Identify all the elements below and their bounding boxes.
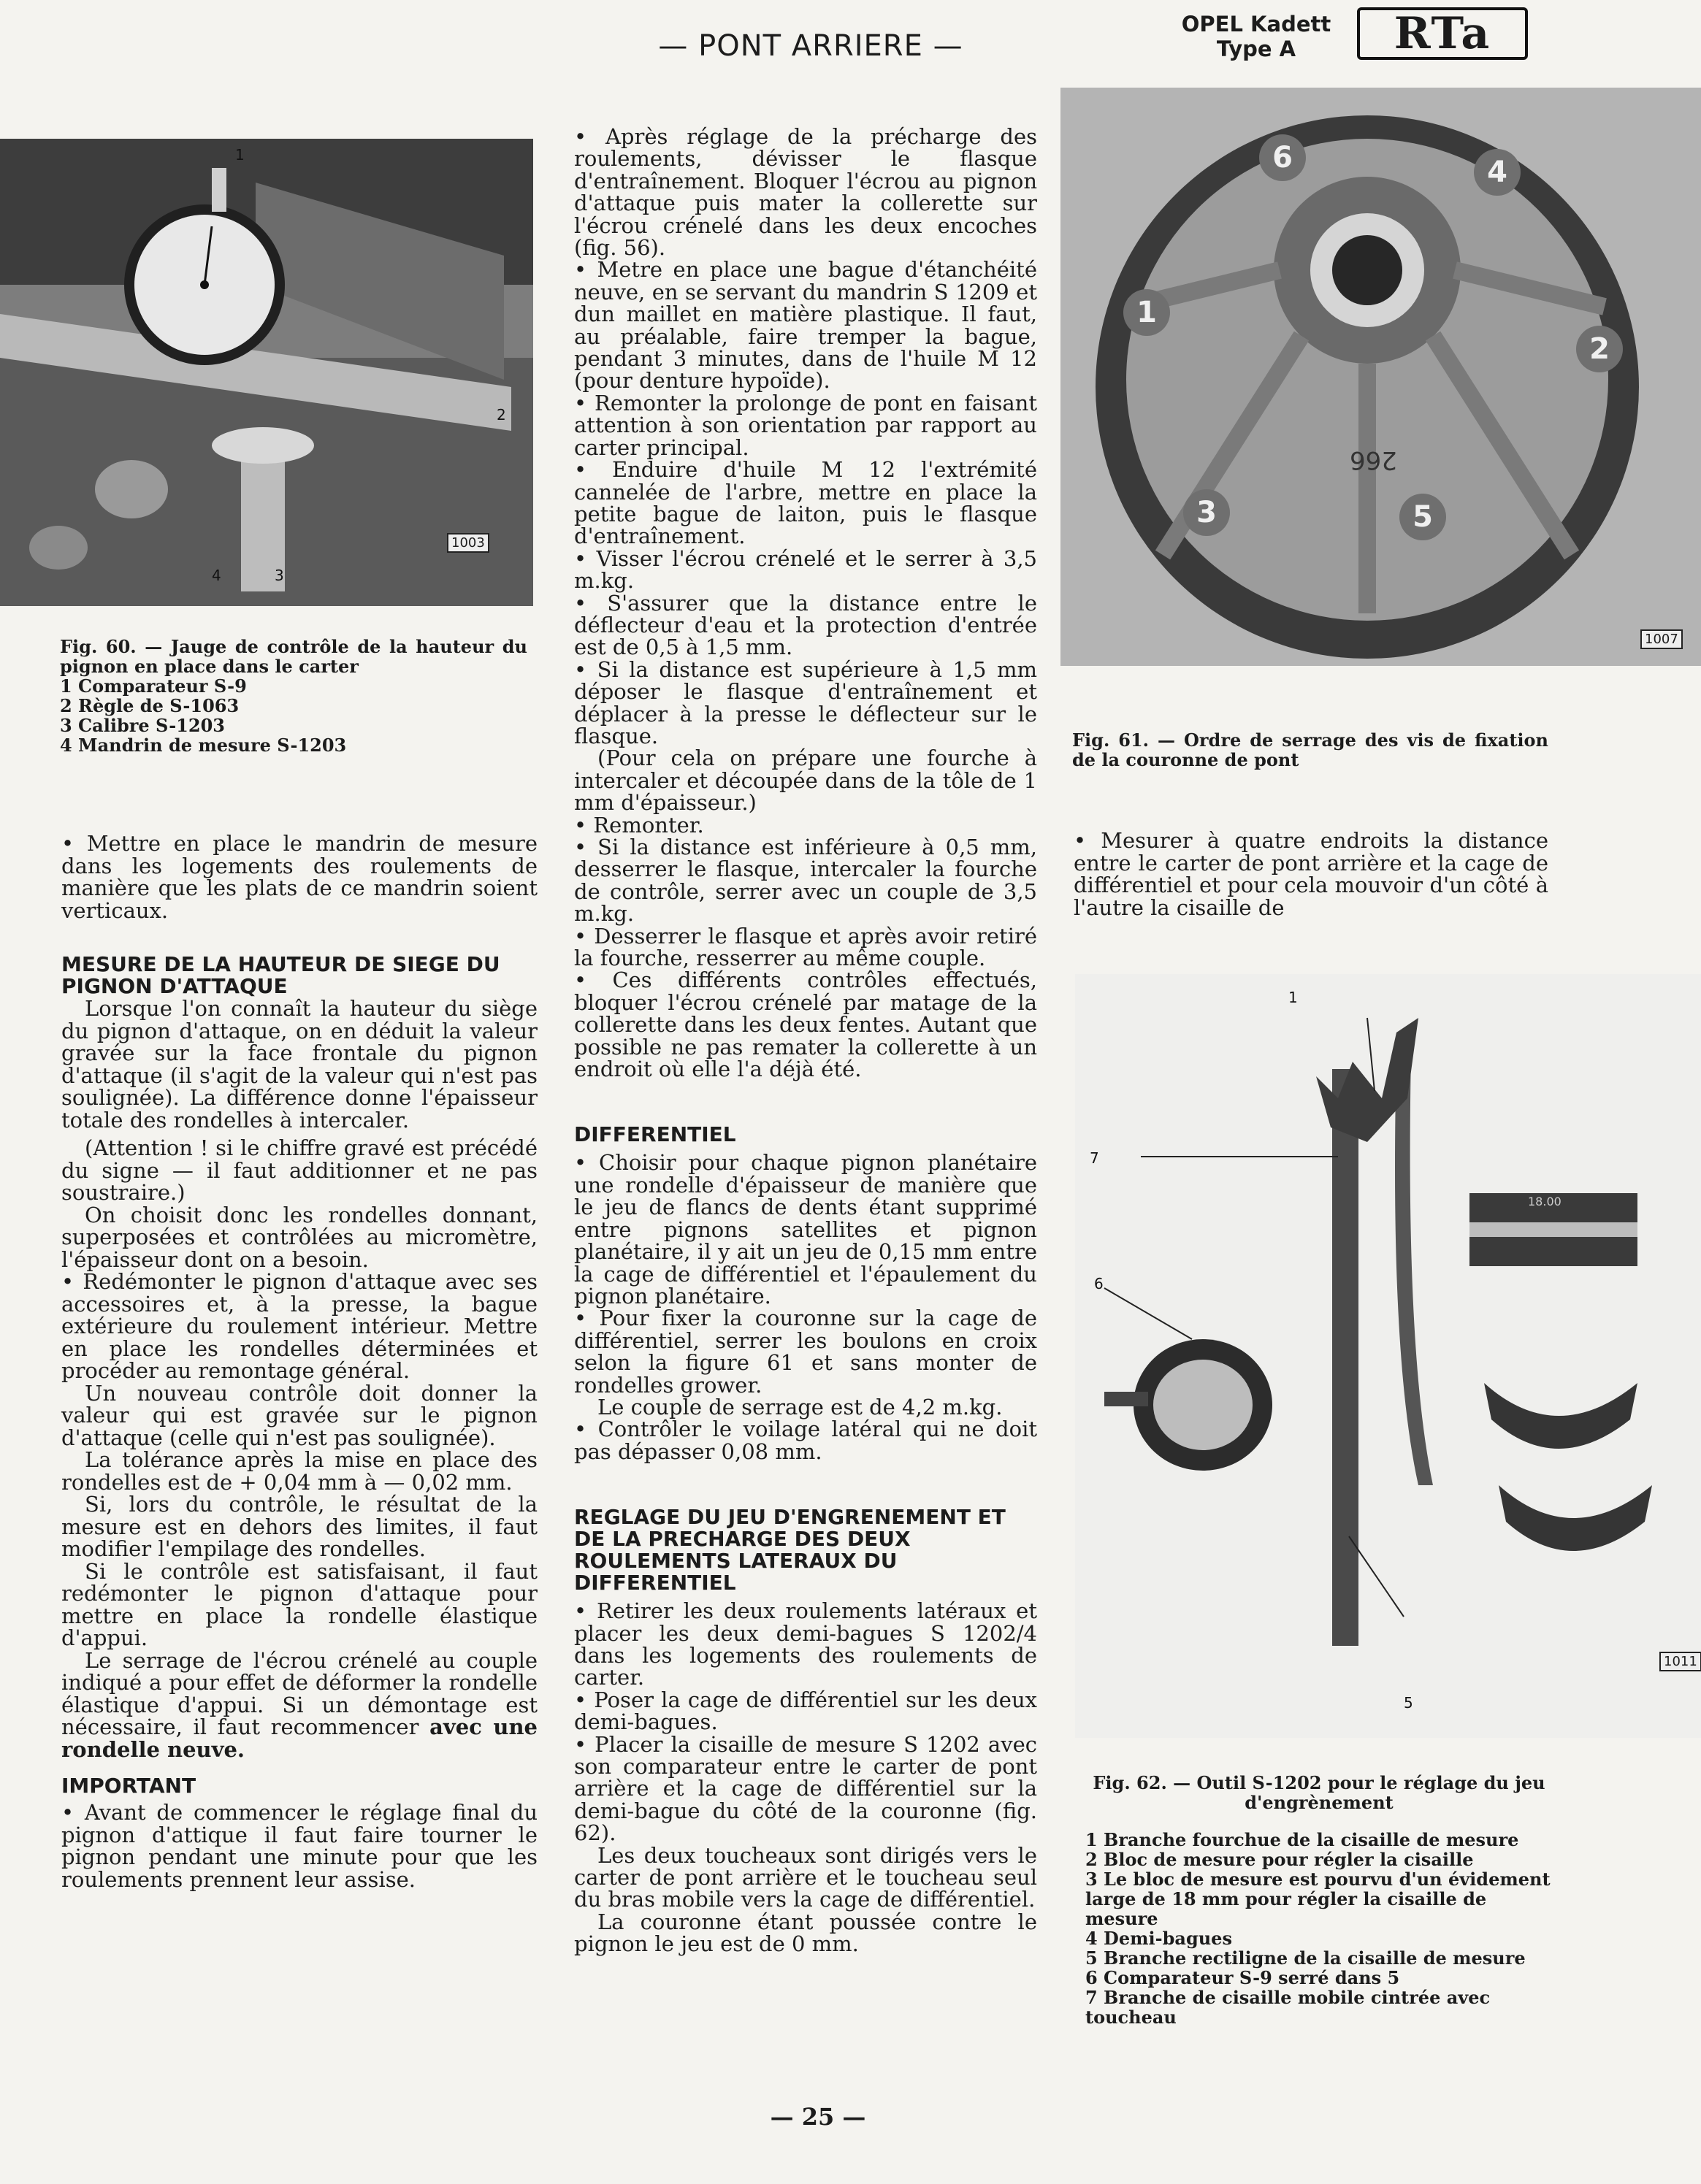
fig62-legend-1: 1 Branche fourchue de la cisaille de mesure (1085, 1829, 1519, 1850)
col1-paragraph: Lorsque l'on connaît la hauteur du siège du pignon d'attaque, on en déduit la valeur gravée sur la face frontale du pignon d'attaque (il s'agit de la valeur qui n'est pas soulignée). La différence donne l'épaisseur totale des rondelles à intercaler. (61, 996, 538, 1133)
fig62-legend-7: 7 Branche de cisaille mobile cintrée avec toucheau (1085, 1987, 1491, 2028)
col2-bullet: • Choisir pour chaque pignon planétaire une rondelle d'épaisseur de manière que le jeu de flancs de dents étant supprimé entre pignons satellites et pignon planétaire, il y ait un jeu de 0,15 mm entre la cage de différentiel et l'épaulement du pignon planétaire. (574, 1150, 1037, 1309)
fig62-callout-6: 6 (1094, 1275, 1104, 1292)
fig62-caption (1085, 1773, 1553, 2027)
vehicle-make: OPEL Kadett (1181, 12, 1331, 37)
fig62-legend-2: 2 Bloc de mesure pour régler la cisaille (1085, 1849, 1474, 1870)
fig62-code: 1011 (1659, 1652, 1701, 1671)
column-1 (61, 832, 538, 1890)
fig61-bolt-2: 2 (1576, 326, 1623, 372)
col2-bullet: • Desserrer le flasque et après avoir retiré la fourche, resserrer au même couple. (574, 923, 1037, 971)
col2-paragraph: (Pour cela on prépare une fourche à intercaler et découpée dans de la tôle de 1 mm d'épaisseur.) (574, 746, 1037, 816)
col2-bullet: • Si la distance est inférieure à 0,5 mm, desserrer le flasque, intercaler la fourche de contrôle, serrer avec un couple de 3,5 m.kg. (574, 835, 1037, 927)
col1-paragraph: • Avant de commencer le réglage final du pignon d'attique il faut faire tourner le pignon pendant une minute pour que les roulements prennent leur assise. (61, 1800, 538, 1892)
column-3 (1074, 829, 1548, 919)
col2-bullet: • Retirer les deux roulements latéraux et placer les deux demi-bagues S 1202/4 dans les logements des roulements de carter. (574, 1598, 1037, 1690)
fig60-legend-2: 2 Règle de S-1063 (60, 695, 240, 716)
col2-bullet: • Contrôler le voilage latéral qui ne doit pas dépasser 0,08 mm. (574, 1417, 1037, 1464)
col2-bullet: • Placer la cisaille de mesure S 1202 avec son comparateur entre le carter de pont arrière et la cage de différentiel sur la demi-bague du côté de la couronne (fig. 62). (574, 1731, 1037, 1846)
vehicle-type: Type A (1216, 37, 1296, 61)
fig62-callout-7: 7 (1090, 1149, 1099, 1167)
col1-p10-bold: avec une rondelle neuve. (61, 1714, 538, 1762)
fig60-photo (0, 139, 533, 606)
fig62-legend-4: 4 Demi-bagues (1085, 1928, 1232, 1949)
col2-bullet: • S'assurer que la distance entre le déflecteur d'eau et la protection d'entrée est de 0,5 à 1,5 mm. (574, 590, 1037, 660)
col2-paragraph: Les deux toucheaux sont dirigés vers le carter de pont arrière et le toucheau seul du bras mobile vers la cage de différentiel. (574, 1842, 1037, 1912)
fig61-bolt-3: 3 (1183, 489, 1230, 536)
page-number: — 25 — (770, 2103, 866, 2131)
fig61-bolt-5: 5 (1399, 494, 1446, 540)
column-2 (574, 126, 1037, 1955)
fig60-callout-2: 2 (497, 406, 506, 424)
fig60-legend-3: 3 Calibre S-1203 (60, 715, 225, 736)
fig61-bolt-4: 4 (1474, 149, 1521, 196)
fig60-callout-3: 3 (275, 567, 284, 584)
col1-p10-text: Le serrage de l'écrou crénelé au couple indiqué a pour effet de déformer la rondelle élastique d'appui. Si un démontage est nécessaire, il faut recommencer (61, 1647, 538, 1739)
section-heading-reglage-jeu: REGLAGE DU JEU D'ENGRENEMENT ET DE LA PRECHARGE DES DEUX ROULEMENTS LATERAUX DU DIFFERENTIEL (574, 1505, 1006, 1595)
col2-bullet: • Metre en place une bague d'étanchéité neuve, en se servant du mandrin S 1209 et dun maillet en matière plastique. Il faut, au préalable, faire tremper la bague, pendant 3 minutes, dans de l'huile M 12 (pour denture hypoïde). (574, 257, 1037, 394)
fig60-callout-4: 4 (212, 567, 221, 584)
fig60-legend-1: 1 Comparateur S-9 (60, 675, 247, 697)
fig60-caption (60, 637, 527, 755)
fig61-caption: Fig. 61. — Ordre de serrage des vis de fixation de la couronne de pont (1072, 729, 1548, 770)
col2-bullet: • Pour fixer la couronne sur la cage de différentiel, serrer les boulons en croix selon la figure 61 et sans monter de rondelles grower. (574, 1306, 1037, 1398)
col2-bullet: • Remonter. (574, 812, 704, 838)
col3-paragraph: • Mesurer à quatre endroits la distance entre le carter de pont arrière et la cage de différentiel et pour cela mouvoir d'un côté à l'autre la cisaille de (1074, 828, 1548, 920)
fig61-bolt-6: 6 (1259, 134, 1306, 181)
col2-bullet: • Ces différents contrôles effectués, bloquer l'écrou crénelé par matage de la collerette dans les deux fentes. Autant que possible ne pas remater la collerette à un endroit où elle l'a déjà été. (574, 968, 1037, 1082)
page-header-title: — PONT ARRIERE — (658, 29, 963, 63)
fig62-photo (1075, 974, 1701, 1738)
rta-logo: RTa (1357, 7, 1528, 60)
col1-paragraph: Si le contrôle est satisfaisant, il faut redémonter le pignon d'attaque pour mettre en place la rondelle élastique d'appui. (61, 1558, 538, 1650)
col1-paragraph: • Mettre en place le mandrin de mesure dans les logements des roulements de manière que les plats de ce mandrin soient verticaux. (61, 831, 538, 923)
col1-paragraph: (Attention ! si le chiffre gravé est précédé du signe — il faut additionner et ne pas soustraire.) (61, 1135, 538, 1205)
section-heading-differentiel: DIFFERENTIEL (574, 1122, 736, 1147)
col1-paragraph: La tolérance après la mise en place des rondelles est de + 0,04 mm à — 0,02 mm. (61, 1447, 538, 1495)
fig60-callout-1: 1 (235, 146, 245, 164)
fig62-callout-5: 5 (1404, 1694, 1413, 1712)
fig61-code: 1007 (1640, 629, 1683, 649)
fig60-caption-title: Fig. 60. — Jauge de contrôle de la hauteur du pignon en place dans le carter (60, 636, 527, 677)
col2-bullet: • Si la distance est supérieure à 1,5 mm déposer le flasque d'entraînement et déplacer à la presse le déflecteur sur le flasque. (574, 656, 1037, 748)
fig62-legend-6: 6 Comparateur S-9 serré dans 5 (1085, 1967, 1400, 1988)
fig60-code: 1003 (447, 533, 489, 553)
section-heading-hauteur-siege: MESURE DE LA HAUTEUR DE SIEGE DU PIGNON D'ATTAQUE (61, 952, 500, 998)
fig62-callout-1: 1 (1288, 989, 1298, 1006)
fig62-legend-5: 5 Branche rectiligne de la cisaille de mesure (1085, 1947, 1526, 1969)
col1-paragraph: Un nouveau contrôle doit donner la valeur qui est gravée sur le pignon d'attaque (celle qui n'est pas soulignée). (61, 1380, 538, 1450)
fig62-block-mark: 18.00 (1528, 1195, 1562, 1208)
col1-paragraph: Si, lors du contrôle, le résultat de la mesure est en dehors des limites, il faut modifier l'empilage des rondelles. (61, 1492, 538, 1561)
fig62-legend-3: 3 Le bloc de mesure est pourvu d'un évidement large de 18 mm pour régler la cisaille de mesure (1085, 1869, 1551, 1929)
fig61-photo (1060, 88, 1701, 666)
col2-bullet: • Visser l'écrou crénelé et le serrer à 3,5 m.kg. (574, 545, 1037, 594)
fig60-legend-4: 4 Mandrin de mesure S-1203 (60, 735, 347, 756)
col2-paragraph: Le couple de serrage est de 4,2 m.kg. (597, 1394, 1003, 1419)
col2-bullet: • Poser la cage de différentiel sur les deux demi-bagues. (574, 1687, 1037, 1735)
section-heading-important: IMPORTANT (61, 1774, 196, 1798)
col2-bullet: • Après réglage de la précharge des roulements, dévisser le flasque d'entraînement. Bloquer l'écrou au pignon d'attaque puis mater la collerette sur l'écrou crénelé dans les deux encoches (fig. 56). (574, 124, 1037, 261)
fig62-caption-title: Fig. 62. — Outil S-1202 pour le réglage du jeu d'engrènement (1093, 1772, 1545, 1813)
col2-bullet: • Enduire d'huile M 12 l'extrémité cannelée de l'arbre, mettre en place la petite bague de laiton, puis le flasque d'entraînement. (574, 457, 1037, 549)
col2-bullet: • Remonter la prolonge de pont en faisant attention à son orientation par rapport au carter principal. (574, 390, 1037, 460)
fig61-stamp: 266 (1350, 445, 1397, 475)
fig61-bolt-1: 1 (1123, 289, 1170, 336)
vehicle-model (1165, 12, 1348, 61)
col1-paragraph: On choisit donc les rondelles donnant, superposées et contrôlées au micromètre, l'épaisseur dont on a besoin. (61, 1202, 538, 1272)
col1-paragraph (61, 1647, 538, 1762)
col2-paragraph: La couronne étant poussée contre le pignon le jeu est de 0 mm. (574, 1909, 1037, 1957)
col1-paragraph: • Redémonter le pignon d'attaque avec ses accessoires et, à la presse, la bague extérieure du roulement intérieur. Mettre en place les rondelles déterminées et procéder au remontage général. (61, 1269, 538, 1383)
